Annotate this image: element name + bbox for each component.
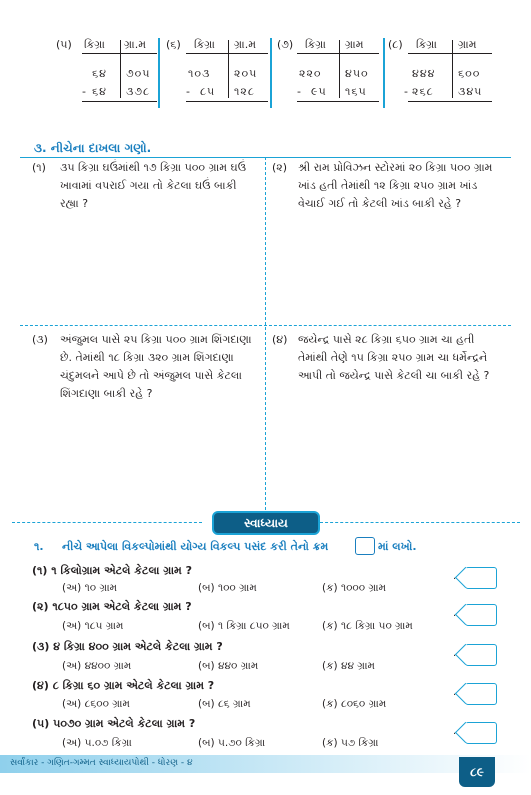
section-3-title: ૩. નીચેના દાખલા ગણો. — [34, 141, 152, 155]
problem-3-text: અંજુમલ પાસે ૨૫ કિગ્રા ૫૦૦ ગ્રામ શિંગદાણા છે. તેમાંથી ૧૮ કિગ્રા ૩૨૦ ગ્રામ શિંગદાણા ચંદુમલને આપે છે તો અંજુમલ પાસે કેટલા શિંગદાણા બાકી રહે ? — [60, 333, 252, 400]
mcq-4-option-c: (ક) ૮૦૬૦ ગ્રામ — [322, 698, 387, 710]
mcq-3-question: (૩) ૪ કિગ્રા ૪૦૦ ગ્રામ એટલે કેટલા ગ્રામ ? — [32, 640, 223, 653]
mcq-1-answer-box[interactable] — [465, 567, 497, 589]
bot-kg: ૬૪ — [92, 85, 107, 98]
problem-label: (૫) — [56, 38, 72, 51]
minus-sign: - — [297, 85, 302, 98]
minus-sign: - — [82, 85, 87, 98]
banner-left-line — [12, 522, 202, 523]
unit-kg: કિગ્રા — [305, 38, 326, 51]
bot-kg: ૮૫ — [200, 85, 216, 98]
minus-sign: - — [186, 85, 191, 98]
mcq-2-question: (૨) ૧૮૫૦ ગ્રામ એટલે કેટલા ગ્રામ ? — [32, 600, 192, 613]
instruction-box — [355, 537, 375, 555]
top-g: ૬૦૦ — [458, 67, 481, 80]
mcq-4-option-b: (બ) ૮૬ ગ્રામ — [198, 698, 251, 710]
banner-right-line — [320, 522, 520, 523]
problem-4-number: (૪) — [272, 333, 288, 346]
problem-1-text: ૩૫ કિગ્રા ઘઉંમાંથી ૧૭ કિગ્રા ૫૦૦ ગ્રામ ઘઉં ખાવામાં વપરાઈ ગયા તો કેટલા ઘઉં બાકી રહ્યા ? — [60, 161, 247, 210]
instruction-text: નીચે આપેલા વિકલ્પોમાંથી યોગ્ય વિકલ્પ પસંદ કરી તેનો ક્રમ — [62, 540, 329, 553]
subtraction-block-8 — [388, 38, 493, 108]
top-g: ૭૦૫ — [126, 67, 151, 80]
subtraction-block-7 — [277, 38, 382, 108]
problem-1-number: (૧) — [32, 161, 46, 174]
bot-kg: ૨૬૮ — [412, 85, 434, 98]
mcq-1-option-a: (અ) ૧૦ ગ્રામ — [62, 582, 118, 594]
subtraction-block-6 — [166, 38, 271, 108]
divider — [270, 38, 272, 108]
mcq-2-option-c: (ક) ૧૮ કિગ્રા ૫૦ ગ્રામ — [322, 620, 413, 632]
bot-g: ૧૬૫ — [345, 85, 367, 98]
mcq-5-question: (૫) ૫૦૭૦ ગ્રામ એટલે કેટલા ગ્રામ ? — [32, 717, 196, 730]
instruction-number: ૧. — [34, 540, 44, 553]
page-number: ૮૯ — [459, 757, 495, 787]
mcq-5-option-b: (બ) ૫.૭૦ કિગ્રા — [198, 737, 266, 749]
mcq-2-option-b: (બ) ૧ કિગ્રા ૮૫૦ ગ્રામ — [198, 620, 290, 632]
bot-kg: ૯૫ — [311, 85, 327, 98]
unit-kg: કિગ્રા — [194, 38, 215, 51]
mcq-4-question: (૪) ૮ કિગ્રા ૬૦ ગ્રામ એટલે કેટલા ગ્રામ ? — [32, 679, 215, 692]
footer-bar — [0, 755, 531, 773]
mcq-3-option-a: (અ) ૪૪૦૦ ગ્રામ — [62, 660, 132, 672]
unit-g: ગ્રામ — [458, 38, 477, 51]
mcq-3-option-b: (બ) ૪૪૦ ગ્રામ — [198, 660, 259, 672]
swadhyay-banner: સ્વાધ્યાય — [212, 511, 320, 535]
problem-label: (૭) — [277, 38, 294, 51]
mcq-5-option-a: (અ) ૫.૦૭ કિગ્રા — [62, 737, 132, 749]
mcq-1-option-c: (ક) ૧૦૦૦ ગ્રામ — [322, 582, 387, 594]
bot-g: ૧૨૮ — [234, 85, 255, 98]
top-g: ૪૫૦ — [345, 67, 369, 80]
mcq-3-answer-box[interactable] — [465, 644, 497, 666]
problem-label: (૮) — [388, 38, 403, 51]
mcq-2-option-a: (અ) ૧૮૫ ગ્રામ — [62, 620, 124, 632]
unit-kg: કિગ્રા — [416, 38, 437, 51]
top-kg: ૪૪૪ — [412, 67, 436, 80]
problem-2-text: શ્રી રામ પ્રોવિઝન સ્ટોરમાં ૨૦ કિગ્રા ૫૦૦ ગ્રામ ખાંડ હતી તેમાંથી ૧૨ કિગ્રા ૨૫૦ ગ્રામ ખાંડ વેચાઈ ગઈ તો કેટલી ખાંડ બાકી રહે ? — [298, 161, 493, 210]
top-kg: ૧૦૩ — [188, 67, 211, 80]
unit-kg: કિગ્રા — [84, 38, 105, 51]
mcq-1-question: (૧) ૧ કિલોગ્રામ એટલે કેટલા ગ્રામ ? — [32, 564, 192, 577]
unit-g: ગ્રામ — [345, 38, 364, 51]
subtraction-block-5 — [56, 38, 161, 108]
mcq-2-answer-box[interactable] — [465, 604, 497, 626]
mcq-1-option-b: (બ) ૧૦૦ ગ્રામ — [198, 582, 257, 594]
top-kg: ૨૨૦ — [299, 67, 322, 80]
mcq-3-option-c: (ક) ૪૪ ગ્રામ — [322, 660, 375, 672]
problem-3-number: (૩) — [32, 333, 48, 346]
mcq-4-option-a: (અ) ૮૬૦૦ ગ્રામ — [62, 698, 130, 710]
minus-sign: - — [404, 85, 409, 98]
mcq-4-answer-box[interactable] — [465, 683, 497, 705]
top-kg: ૬૪ — [92, 67, 107, 80]
problem-4-text: જયેન્દ્ર પાસે ૨૮ કિગ્રા ૬૫૦ ગ્રામ ચા હતી તેમાંથી તેણે ૧૫ કિગ્રા ૨૫૦ ગ્રામ ચા ધર્મેન્દ્રને આપી તો જયેન્દ્ર પાસે કેટલી ચા બાકી રહે ? — [298, 333, 490, 382]
divider — [383, 38, 385, 108]
bot-g: ૩૭૮ — [126, 85, 151, 98]
divider — [158, 38, 160, 108]
problem-label: (૬) — [166, 38, 181, 51]
unit-g: ગ્રા.મ — [124, 38, 146, 51]
bot-g: ૩૪૫ — [458, 85, 483, 98]
top-g: ૨૦૫ — [234, 67, 258, 80]
unit-g: ગ્રા.મ — [234, 38, 256, 51]
problem-2-number: (૨) — [272, 161, 288, 174]
instruction-text-end: માં લખો. — [378, 540, 417, 553]
footer-text: સર્વાંકાર - ગણિત-ગમ્મત સ્વાધ્યાયપોથી - ધોરણ - ૪ — [10, 758, 193, 768]
mcq-5-option-c: (ક) ૫૭ કિગ્રા — [322, 737, 379, 749]
mcq-5-answer-box[interactable] — [465, 722, 497, 744]
